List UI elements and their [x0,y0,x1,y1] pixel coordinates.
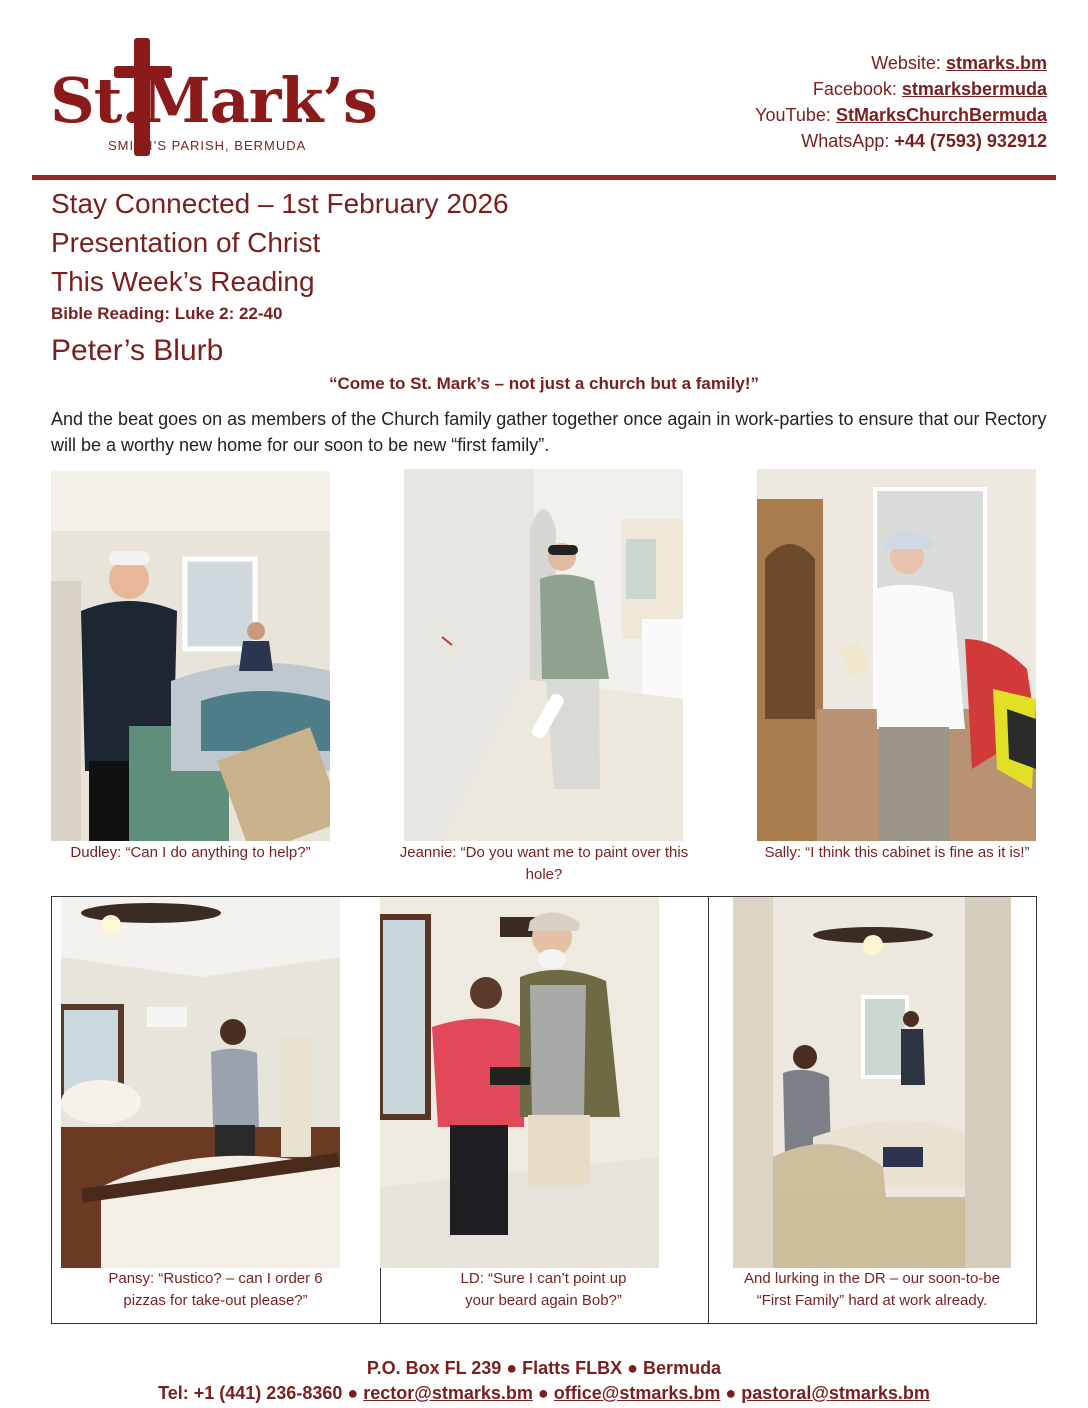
photo-sally [757,469,1036,841]
photo-jeannie [404,469,683,841]
youtube-link[interactable]: StMarksChurchBermuda [835,105,1047,125]
weekly-reading-heading: This Week’s Reading [51,266,315,297]
footer-separator: ● [725,1383,737,1403]
photo-pansy [61,897,340,1268]
photo-first-family-caption [708,1268,1036,1312]
website-row [755,50,1047,76]
photo-jeannie-caption: Jeannie: “Do you want me to paint over this hole? [399,844,689,883]
logo-wordmark: St.Mark’s [50,64,377,137]
contact-links [755,50,1047,154]
photo-ld-bob-caption [380,1268,707,1312]
website-label: Website: [871,53,941,73]
whatsapp-label: WhatsApp: [801,131,890,151]
occasion-heading: Presentation of Christ [51,227,321,258]
footer-contacts [0,1383,1088,1404]
email-office-link[interactable]: office@stmarks.bm [553,1383,721,1403]
youtube-row [755,102,1047,128]
logo-subtitle: SMITH’S PARISH, BERMUDA [108,138,307,153]
facebook-link[interactable]: stmarksbermuda [901,79,1047,99]
photo-sally-caption: Sally: “I think this cabinet is fine as it is!” [764,844,1030,861]
footer-address: P.O. Box FL 239 ● Flatts FLBX ● Bermuda [366,1358,722,1378]
blurb-heading: Peter’s Blurb [51,334,224,367]
photo-pansy-caption-line2: pizzas for take-out please?” [123,1292,308,1309]
bible-reading: Bible Reading: Luke 2: 22-40 [51,304,283,323]
photo-ld-bob-caption-line2: your beard again Bob?” [465,1292,622,1309]
photo-ld-bob [380,897,659,1268]
email-rector-link[interactable]: rector@stmarks.bm [363,1383,533,1403]
photo-dudley [51,471,330,841]
facebook-row [755,76,1047,102]
photo-first-family-caption-line2: “First Family” hard at work already. [756,1292,988,1309]
table-divider [708,897,709,1323]
whatsapp-row [755,128,1047,154]
church-logo [50,38,377,162]
footer-separator: ● [537,1383,549,1403]
photo-first-family [733,897,1011,1268]
photo-dudley-caption: Dudley: “Can I do anything to help?” [70,844,311,861]
blurb-paragraph: And the beat goes on as members of the Church family gather together once again in work-parties to ensure that our Rectory will be a worthy new home for our soon to be new “first family”. [51,409,1047,455]
blurb-quote: “Come to St. Mark’s – not just a church but a family!” [328,374,760,393]
facebook-label: Facebook: [812,79,897,99]
website-link[interactable]: stmarks.bm [945,53,1047,73]
email-pastoral-link[interactable]: pastoral@stmarks.bm [741,1383,930,1403]
footer-tel: Tel: +1 (441) 236-8360 ● [158,1383,359,1403]
stay-connected-heading: Stay Connected – 1st February 2026 [51,188,509,219]
header-divider [32,175,1056,180]
photo-pansy-caption-line1: Pansy: “Rustico? – can I order 6 [108,1270,323,1287]
photo-first-family-caption-line1: And lurking in the DR – our soon-to-be [744,1270,1000,1287]
youtube-label: YouTube: [755,105,831,125]
photo-ld-bob-caption-line1: LD: “Sure I can’t point up [460,1270,627,1287]
whatsapp-number: +44 (7593) 932912 [894,131,1047,151]
photo-pansy-caption [52,1268,379,1312]
